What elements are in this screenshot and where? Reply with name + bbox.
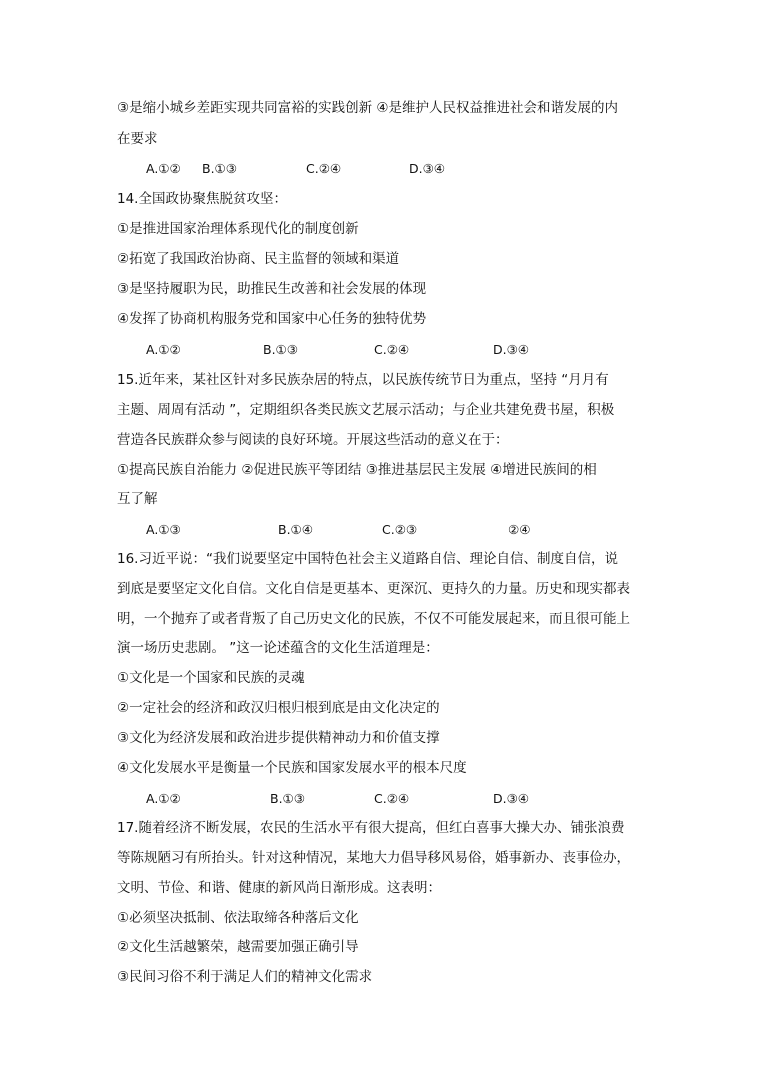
option-c: C.②③ [382,522,418,537]
option-d: ②④ [508,522,531,537]
statement: ④文化发展水平是衡量一个民族和国家发展水平的根本尺度 [117,760,467,776]
option-b: B.①③ [202,161,237,176]
statement: ③是坚持履职为民，助推民生改善和社会发展的体现 [117,281,427,297]
question-17-stem: 文明、节俭、和谐、健康的新风尚日渐形成。这表明： [117,880,441,896]
statement: 互了解 [117,491,158,507]
option-a: A.①② [146,342,181,357]
option-c: C.②④ [374,791,410,806]
statement: ③民间习俗不利于满足人们的精神文化需求 [117,969,373,985]
option-d: D.③④ [493,791,530,806]
question-16-stem: 演一场历史悲剧。 ”这一论述蕴含的文化生活道理是： [117,640,439,656]
statement: ②拓宽了我国政治协商、民主监督的领域和渠道 [117,251,400,267]
question-15-stem: 15.近年来，某社区针对多民族杂居的特点，以民族传统节日为重点，坚持 “月月有 [117,372,609,388]
option-c: C.②④ [374,342,410,357]
question-16-stem: 明，一个抛弃了或者背叛了自己历史文化的民族，不仅不可能发展起来，而且很可能上 [117,611,630,627]
text-line: ③是缩小城乡差距实现共同富裕的实践创新 ④是维护人民权益推进社会和谐发展的内 [117,100,618,116]
option-d: D.③④ [493,342,530,357]
statement: ①文化是一个国家和民族的灵魂 [117,670,305,686]
question-16-stem: 16.习近平说：“我们说要坚定中国特色社会主义道路自信、理论自信、制度自信，说 [117,551,618,567]
statement: ①是推进国家治理体系现代化的制度创新 [117,221,359,237]
option-c: C.②④ [306,161,342,176]
statement: ④发挥了协商机构服务党和国家中心任务的独特优势 [117,311,427,327]
statement: ③文化为经济发展和政治进步提供精神动力和价值支撑 [117,730,440,746]
statement: ②一定社会的经济和政汉归根归根到底是由文化决定的 [117,700,440,716]
option-a: A.①② [146,791,181,806]
option-a: A.①② [146,161,181,176]
statement: ②文化生活越繁荣，越需要加强正确引导 [117,939,359,955]
question-14-stem: 14.全国政协聚焦脱贫攻坚： [117,191,287,207]
text-line: 在要求 [117,131,158,147]
question-16-stem: 到底是要坚定文化自信。文化自信是更基本、更深沉、更持久的力量。历史和现实都表 [117,581,630,597]
option-b: B.①④ [278,522,313,537]
option-d: D.③④ [409,161,446,176]
option-a: A.①③ [146,522,181,537]
question-17-stem: 等陈规陋习有所抬头。针对这种情况，某地大力倡导移风易俗，婚事新办、丧事俭办， [117,850,630,866]
option-b: B.①③ [270,791,305,806]
question-15-stem: 营造各民族群众参与阅读的良好环境。开展这些活动的意义在于： [117,432,509,448]
question-17-stem: 17.随着经济不断发展，农民的生活水平有很大提高，但红白喜事大操大办、铺张浪费 [117,820,625,836]
option-b: B.①③ [263,342,298,357]
statement: ①提高民族自治能力 ②促进民族平等团结 ③推进基层民主发展 ④增进民族间的相 [117,462,597,478]
question-15-stem: 主题、周周有活动 ”，定期组织各类民族文艺展示活动；与企业共建免费书屋，积极 [117,402,615,418]
statement: ①必须坚决抵制、依法取缔各种落后文化 [117,910,359,926]
